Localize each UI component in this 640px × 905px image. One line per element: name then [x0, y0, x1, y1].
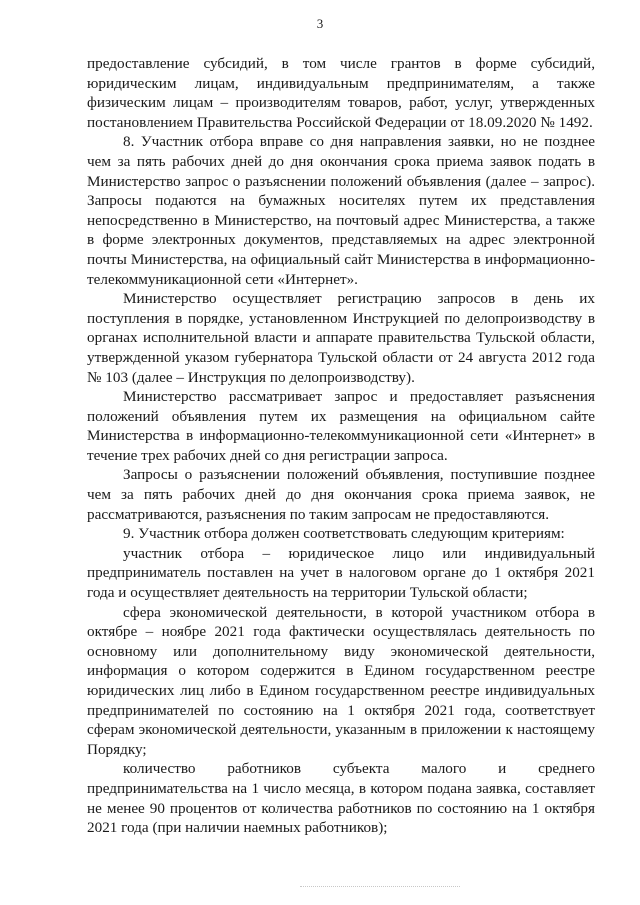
document-body: [87, 54, 595, 838]
scan-artifact: [300, 886, 460, 887]
paragraph-4: Министерство рассматривает запрос и предоставляет разъяснения положений объявления путем их размещения на официальном сайте Министерства в информационно-телекоммуникационной сети «Интернет» в течение трех рабочих дней со дня регистрации запроса.: [87, 388, 595, 464]
paragraph-9: количество работников субъекта малого и среднего предпринимательства на 1 число месяца, в котором подана заявка, составляет не менее 90 процентов от количества работников по состоянию на 1 октября 2021 года (при наличии наемных работников);: [87, 760, 595, 837]
paragraph-3: Министерство осуществляет регистрацию запросов в день их поступления в порядке, установленном Инструкцией по делопроизводству в органах исполнительной власти и аппарате правительства Тульской области, утвержденной указом губернатора Тульской области от 24 августа 2012 года № 103 (далее – Инструкция по делопроизводству).: [87, 290, 595, 386]
paragraph-2: 8. Участник отбора вправе со дня направления заявки, но не позднее чем за пять рабочих дней до дня окончания срока приема заявок подать в Министерство запрос о разъяснении положений объявления (далее – запрос). Запросы подаются на бумажных носителях путем их представления непосредственно в Министерство, на почтовый адрес Министерства, а также в форме электронных документов, представляемых на адрес электронной почты Министерства, на официальный сайт Министерства в информационно-телекоммуникационной сети «Интернет».: [87, 133, 595, 288]
paragraph-7: участник отбора – юридическое лицо или индивидуальный предприниматель поставлен на учет в налоговом органе до 1 октября 2021 года и осуществляет деятельность на территории Тульской области;: [87, 544, 595, 602]
paragraph-6: 9. Участник отбора должен соответствовать следующим критериям:: [123, 525, 565, 543]
paragraph-5: Запросы о разъяснении положений объявления, поступившие позднее чем за пять рабочих дней до дня окончания срока приема заявок, не рассматриваются, разъяснения по таким запросам не предоставляются.: [87, 466, 595, 523]
paragraph-8: сфера экономической деятельности, в которой участником отбора в октябре – ноябре 2021 года фактически осуществлялась деятельность по основному или дополнительному виду экономической деятельности, информация о котором содержится в Едином государственном реестре юридических лиц либо в Едином государственном реестре индивидуальных предпринимателей по состоянию на 1 октября 2021 года, соответствует сферам экономической деятельности, указанным в приложении к настоящему Порядку;: [87, 603, 595, 758]
paragraph-1: предоставление субсидий, в том числе грантов в форме субсидий, юридическим лицам, индивидуальным предпринимателям, а также физическим лицам – производителям товаров, работ, услуг, утвержденных постановлением Правительства Российской Федерации от 18.09.2020 № 1492.: [87, 55, 595, 131]
page-number: 3: [316, 16, 324, 31]
